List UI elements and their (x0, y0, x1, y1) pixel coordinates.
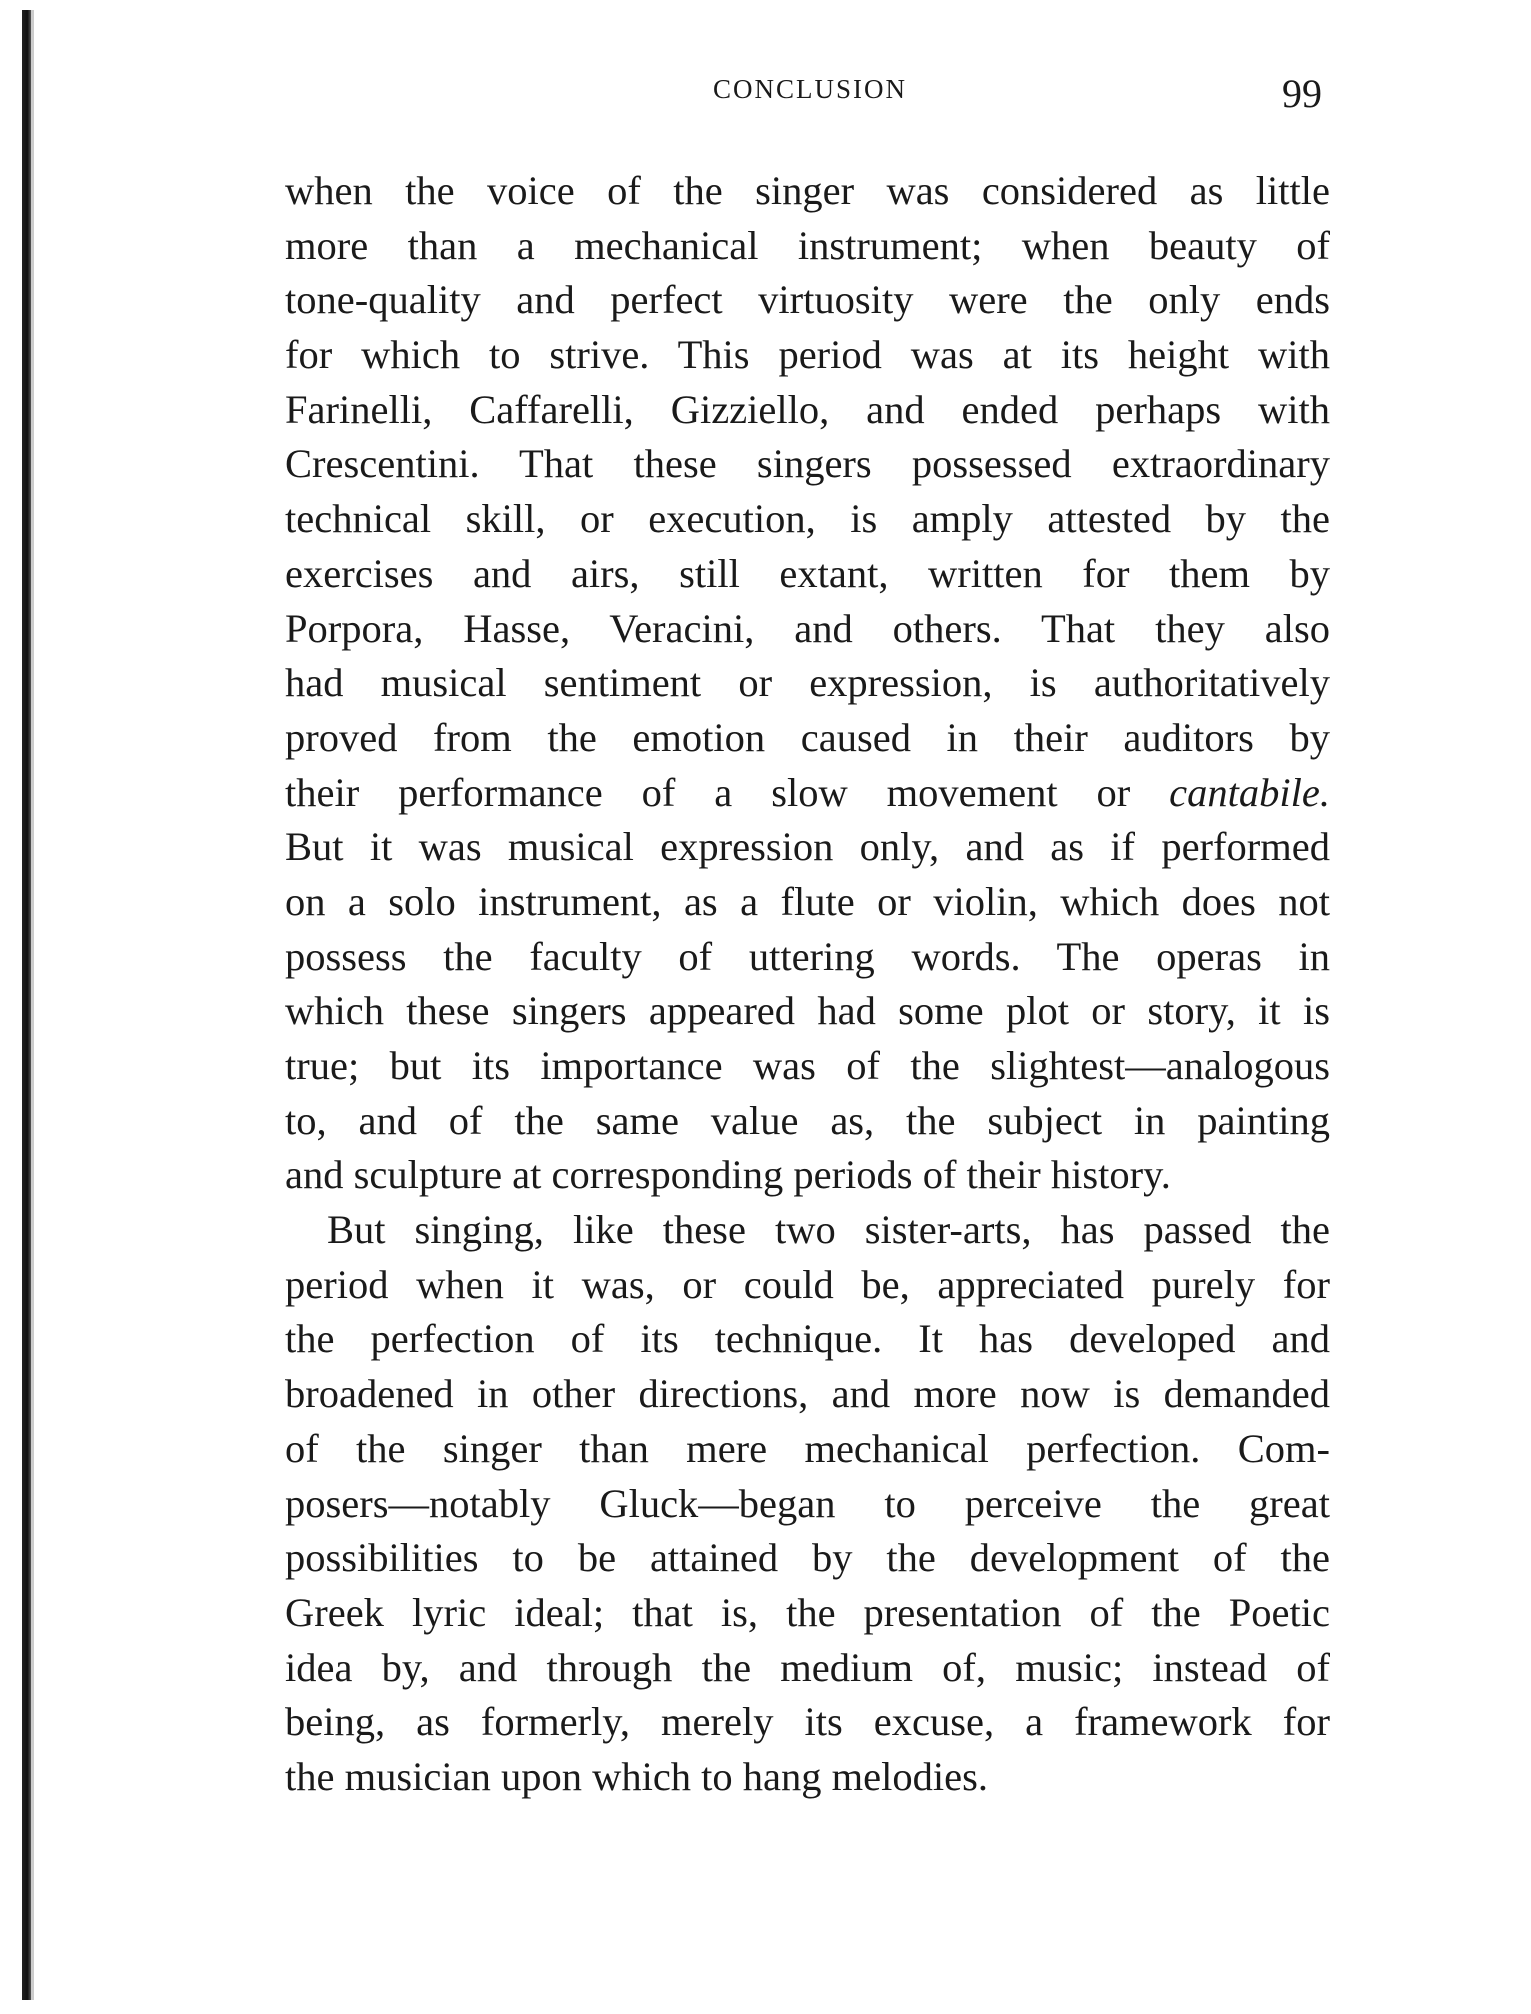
text-line-segment: their performance of a slow movement or (285, 769, 1131, 815)
text-line: Greek lyric ideal; that is, the presentation of the Poetic (285, 1589, 1330, 1635)
page-number: 99 (1282, 71, 1322, 116)
text-line-with-italic (285, 766, 1330, 821)
text-line: more than a mechanical instrument; when beauty of (285, 222, 1330, 268)
text-line: posers—notably Gluck—began to perceive the great (285, 1480, 1330, 1526)
text-line: period when it was, or could be, appreciated purely for (285, 1261, 1330, 1307)
paragraph-2 (285, 1203, 1330, 1805)
text-line: idea by, and through the medium of, music; instead of (285, 1644, 1330, 1690)
page-binding-edge (22, 10, 31, 2000)
text-line: proved from the emotion caused in their auditors by (285, 714, 1330, 760)
text-line: technical skill, or execution, is amply attested by the (285, 496, 1330, 542)
text-line: But singing, like these two sister-arts, has passed the (327, 1207, 1330, 1253)
text-line: on a solo instrument, as a flute or violin, which does not (285, 878, 1330, 924)
text-line: being, as formerly, merely its excuse, a framework for (285, 1699, 1330, 1745)
italic-term: cantabile. (1169, 769, 1330, 815)
text-line: But it was musical expression only, and as if performed (285, 824, 1330, 870)
text-line: had musical sentiment or expression, is authoritatively (285, 660, 1330, 706)
text-line: Porpora, Hasse, Veracini, and others. That they also (285, 605, 1330, 651)
text-line: exercises and airs, still extant, written for them by (285, 550, 1330, 596)
running-head-title: CONCLUSION (712, 74, 907, 104)
text-line: and sculpture at corresponding periods of their history. (285, 1152, 1171, 1198)
text-line: true; but its importance was of the slightest—analogous (285, 1043, 1330, 1088)
text-line: broadened in other directions, and more now is demanded (285, 1371, 1330, 1417)
text-line: Farinelli, Caffarelli, Gizziello, and ended perhaps with (285, 386, 1330, 432)
text-line: possibilities to be attained by the development of the (285, 1535, 1330, 1581)
text-line: tone-quality and perfect virtuosity were the only ends (285, 277, 1330, 323)
text-line: to, and of the same value as, the subject in painting (285, 1097, 1330, 1143)
text-line: possess the faculty of uttering words. The operas in (285, 933, 1330, 979)
body-text (285, 164, 1330, 1805)
text-line: the musician upon which to hang melodies. (285, 1753, 988, 1799)
text-line: the perfection of its technique. It has developed and (285, 1316, 1330, 1362)
text-line: for which to strive. This period was at its height with (285, 332, 1330, 378)
text-line: of the singer than mere mechanical perfection. Com- (285, 1425, 1330, 1471)
text-line: when the voice of the singer was considered as little (285, 168, 1330, 213)
text-line: which these singers appeared had some plot or story, it is (285, 988, 1330, 1034)
paragraph-1 (285, 164, 1330, 1203)
running-head (0, 71, 1531, 116)
text-line: Crescentini. That these singers possessed extraordinary (285, 441, 1330, 487)
